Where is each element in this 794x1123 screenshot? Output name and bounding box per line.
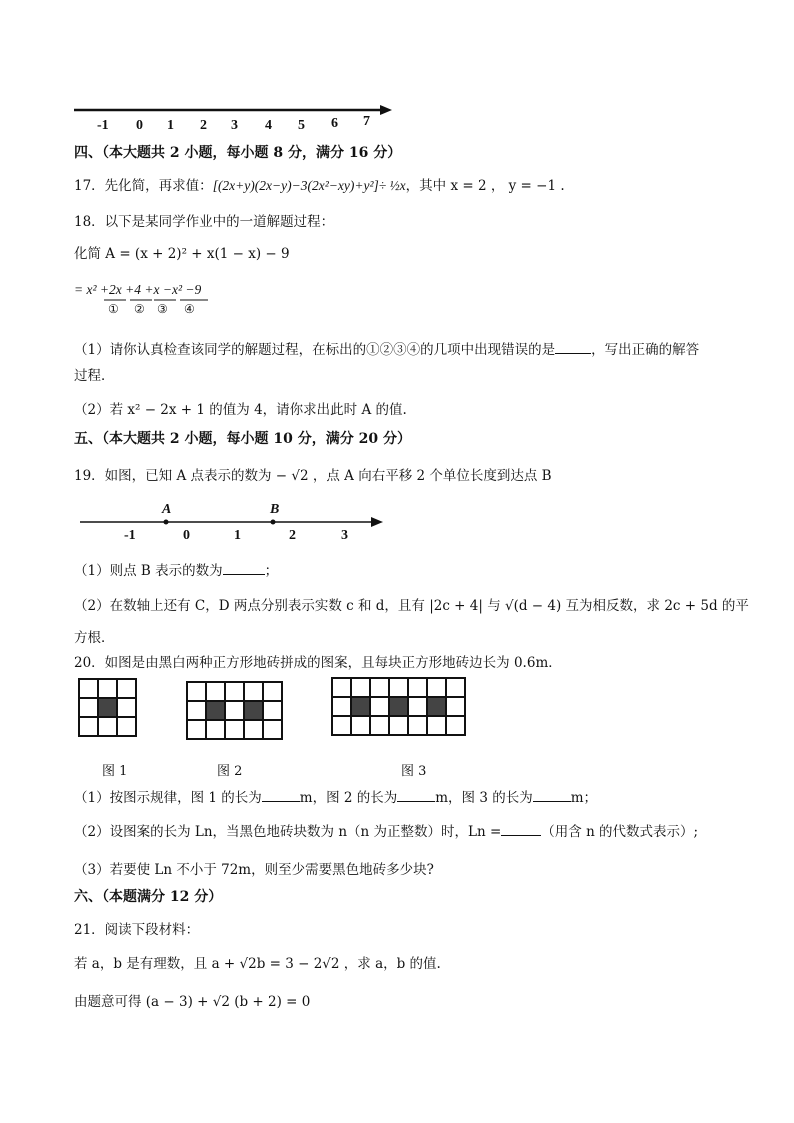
tick-label: 1 xyxy=(167,118,174,133)
tick-label: 2 xyxy=(200,118,207,133)
answer-blank[interactable] xyxy=(223,562,265,575)
question-20-part-2 xyxy=(74,820,698,840)
point-b-label: B xyxy=(270,502,280,517)
question-18-part-1 xyxy=(74,338,699,358)
tick-label: 1 xyxy=(234,528,241,543)
q17-suffix: ，其中 x = 2 ， y = −1 . xyxy=(405,178,565,194)
tick-label: 3 xyxy=(341,528,348,543)
question-18-step: = x² +2x +4 +x −x² −9 xyxy=(74,282,202,297)
question-18-intro: 18．以下是某同学作业中的一道解题过程： xyxy=(74,214,335,230)
question-18-expression: 化简 A = (x + 2)² + x(1 − x) − 9 xyxy=(74,246,290,262)
tick-label: 4 xyxy=(265,118,272,133)
tile-figure-1 xyxy=(78,678,137,737)
figure-2-caption: 图 2 xyxy=(217,764,243,779)
question-19-intro: 19．如图，已知 A 点表示的数为 − √2 ，点 A 向右平移 2 个单位长度到达点 B xyxy=(74,468,552,484)
number-line-1 xyxy=(72,100,402,120)
question-17 xyxy=(74,174,565,194)
tick-label: 0 xyxy=(183,528,190,543)
point-a-label: A xyxy=(162,502,172,517)
figure-3-caption: 图 3 xyxy=(401,764,427,779)
q20-p1-text-3: m，图 3 的长为 xyxy=(435,790,533,806)
section-4-title: 四、（本大题共 2 小题，每小题 8 分，满分 16 分） xyxy=(74,145,402,161)
tick-label: 5 xyxy=(298,118,305,133)
figure-1-caption: 图 1 xyxy=(102,764,128,779)
q17-prefix: 17．先化简，再求值： xyxy=(74,178,213,194)
q20-p1-text-2: m，图 2 的长为 xyxy=(299,790,398,806)
section-5-title: 五、（本大题共 2 小题，每小题 10 分，满分 20 分） xyxy=(74,431,411,447)
marker-3: ③ xyxy=(157,302,168,316)
answer-blank[interactable] xyxy=(501,823,541,836)
q20-p2-text-2: （用含 n 的代数式表示）; xyxy=(541,824,699,840)
question-19-part-1 xyxy=(74,559,278,579)
q18-p1-text: （1）请你认真检查该同学的解题过程，在标出的①②③④的几项中出现错误的是 xyxy=(74,342,556,358)
question-21-line-2: 由题意可得 (a − 3) + √2 (b + 2) = 0 xyxy=(74,994,311,1010)
q20-p2-text: （2）设图案的长为 Ln，当黑色地砖块数为 n（n 为正整数）时，Ln = xyxy=(74,824,502,840)
question-21-intro: 21．阅读下段材料： xyxy=(74,922,200,938)
question-18-part-2: （2）若 x² − 2x + 1 的值为 4，请你求出此时 A 的值. xyxy=(74,402,407,418)
question-19-part-2: （2）在数轴上还有 C，D 两点分别表示实数 c 和 d，且有 |2c + 4| 与 √(d − 4) 互为相反数，求 2c + 5d 的平 xyxy=(74,598,749,614)
q19-p1-text: （1）则点 B 表示的数为 xyxy=(74,563,223,579)
tick-label: 3 xyxy=(231,118,238,133)
q20-p1-text: （1）按图示规律，图 1 的长为 xyxy=(74,790,262,806)
question-20-part-3: （3）若要使 Ln 不小于 72m，则至少需要黑色地砖多少块? xyxy=(74,862,434,878)
question-21-line-1: 若 a，b 是有理数，且 a + √2b = 3 − 2√2 ，求 a，b 的值. xyxy=(74,956,441,972)
answer-blank[interactable] xyxy=(533,789,571,802)
tile-figure-2 xyxy=(186,681,283,740)
tile-figure-3 xyxy=(331,677,466,736)
q18-p1-text-2: ，写出正确的解答 xyxy=(591,342,700,358)
tick-label: 6 xyxy=(331,116,338,131)
question-20-part-1 xyxy=(74,786,597,806)
step-underlines xyxy=(104,298,214,302)
q19-p1-text-2: ； xyxy=(264,563,279,579)
answer-blank[interactable] xyxy=(397,789,435,802)
question-20-intro: 20．如图是由黑白两种正方形地砖拼成的图案，且每块正方形地砖边长为 0.6m． xyxy=(74,655,562,671)
section-6-title: 六、（本题满分 12 分） xyxy=(74,889,223,905)
tick-label: -1 xyxy=(124,528,136,543)
tick-label: 0 xyxy=(136,118,143,133)
tick-label: -1 xyxy=(97,118,109,133)
marker-4: ④ xyxy=(184,302,195,316)
question-18-part-1-cont: 过程． xyxy=(74,368,115,384)
marker-1: ① xyxy=(108,302,119,316)
tick-label: 2 xyxy=(289,528,296,543)
tick-label: 7 xyxy=(363,114,370,129)
answer-blank[interactable] xyxy=(555,341,591,354)
q20-p1-text-4: m； xyxy=(570,790,598,806)
answer-blank[interactable] xyxy=(262,789,300,802)
q17-expression: [(2x+y)(2x−y)−3(2x²−xy)+y²]÷ ½x xyxy=(212,178,406,193)
question-19-part-2-cont: 方根． xyxy=(74,630,115,646)
marker-2: ② xyxy=(134,302,145,316)
